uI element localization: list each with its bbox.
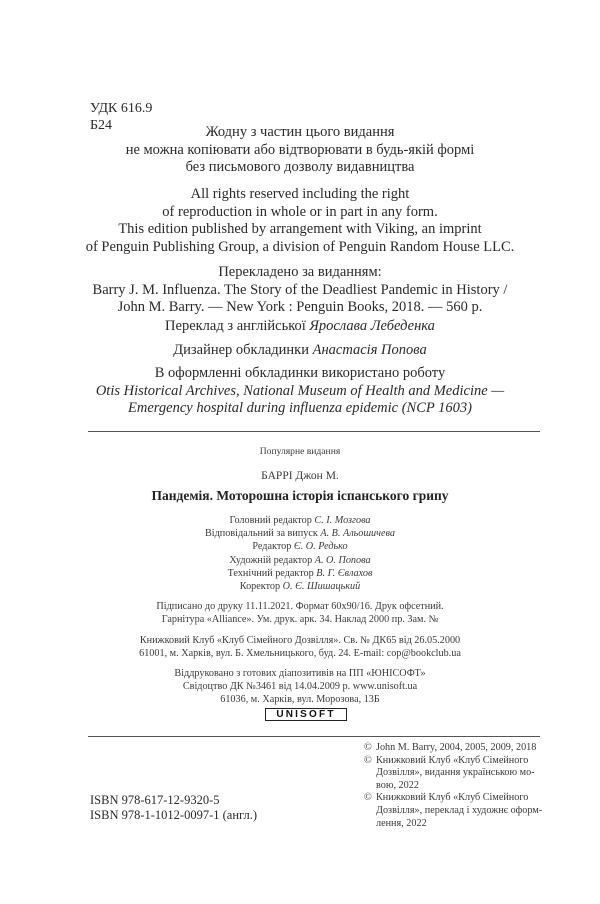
printer-line: Свідоцтво ДК №3461 від 14.04.2009 р. www.unisoft.ua	[182, 681, 418, 693]
editors-list	[0, 514, 600, 593]
editor-line: Головний редактор С. І. Мозгова	[229, 515, 371, 526]
copyright-icon: ©	[364, 792, 372, 804]
print-info-line: Підписано до друку 11.11.2021. Формат 60x90/16. Друк офсетний.	[156, 601, 444, 612]
print-info-line: Гарнітура «Alliance». Ум. друк. арк. 34. Наклад 2000 пр. Зам. №	[161, 614, 439, 626]
udk-code: УДК 616.9	[90, 101, 153, 116]
cover-credit-line: В оформленні обкладинки використано роботу	[154, 365, 446, 381]
isbn-line: ISBN 978-1-1012-0097-1 (англ.)	[90, 808, 258, 822]
unisoft-logo	[265, 708, 347, 721]
author-name: БАРРІ Джон М.	[261, 470, 339, 482]
copyright-icon: ©	[364, 742, 372, 753]
translated-from-line: Barry J. M. Influenza. The Story of the Deadliest Pandemic in History /	[92, 281, 508, 298]
printer-line: 61036, м. Харків, вул. Морозова, 13Б	[220, 694, 380, 706]
printer-line: Віддруковано з готових діапозитивів на ПП «ЮНІСОФТ»	[174, 668, 426, 679]
book-title: Пандемія. Моторошна історія іспанського грипу	[151, 488, 449, 503]
divider-bottom	[88, 736, 540, 737]
copyright-item: © Книжковий Клуб «Клуб Сімейного Дозвілля», видання українською мо- вою, 2022	[364, 754, 535, 791]
editor-line: Художній редактор А. О. Попова	[229, 554, 371, 566]
cover-credit-line: Emergency hospital during influenza epidemic (NCP 1603)	[128, 400, 472, 416]
rights-en-line: of reproduction in whole or in part in any form.	[162, 203, 438, 220]
designer-name: Анастасія Попова	[312, 342, 427, 358]
rights-ua-line: не можна копіювати або відтворювати в будь-якій формі	[125, 141, 475, 158]
rights-en-line: of Penguin Publishing Group, a division of Penguin Random House LLC.	[85, 238, 515, 255]
unisoft-logo-text: UNISOFT	[276, 708, 336, 720]
designer-label: Дизайнер обкладинки	[173, 342, 313, 358]
editor-line: Технічний редактор В. Г. Євлахов	[227, 567, 373, 579]
isbn-block	[90, 793, 257, 823]
udk-index: Б24	[90, 118, 113, 133]
designer-credit	[0, 342, 600, 360]
copyright-item: © John M. Barry, 2004, 2005, 2009, 2018	[364, 742, 537, 753]
editor-line: Редактор Є. О. Редько	[252, 541, 348, 553]
translated-from-line: Перекладено за виданням:	[218, 264, 382, 280]
publisher-line: 61001, м. Харків, вул. Б. Хмельницького, буд. 24. E-mail: cop@bookclub.ua	[139, 648, 461, 660]
isbn-line: ISBN 978-617-12-9320-5	[90, 793, 220, 807]
rights-en-line: All rights reserved including the right	[190, 186, 410, 202]
edition-type: Популярне видання	[259, 446, 341, 457]
translated-from	[0, 264, 600, 317]
editor-line: Відповідальний за випуск А. В. Альошичева	[205, 528, 395, 540]
cover-credit	[0, 365, 600, 418]
copyright-icon: ©	[364, 754, 372, 766]
divider-top	[88, 431, 540, 432]
publisher-info	[0, 634, 600, 660]
translator-name: Ярослава Лебеденка	[309, 318, 435, 334]
rights-en-line: This edition published by arrangement with Viking, an imprint	[118, 221, 482, 237]
publisher-line: Книжковий Клуб «Клуб Сімейного Дозвілля». Св. № ДК65 від 26.05.2000	[139, 635, 461, 646]
rights-notice-ua	[0, 124, 600, 177]
rights-ua-line: Жодну з частин цього видання	[205, 124, 395, 140]
cover-credit-line: Otis Historical Archives, National Museum of Health and Medicine —	[95, 382, 505, 399]
editor-line: Коректор О. Є. Шишацький	[239, 581, 361, 593]
rights-notice-en	[0, 186, 600, 256]
translated-from-line: John M. Barry. — New York : Penguin Books, 2018. — 560 p.	[117, 299, 483, 315]
print-info	[0, 600, 600, 626]
printer-info	[0, 667, 600, 707]
rights-ua-line: без письмового дозволу видавництва	[185, 159, 415, 175]
translator-label: Переклад з англійської	[165, 318, 310, 334]
copyright-block	[364, 742, 544, 830]
copyright-item: © Книжковий Клуб «Клуб Сімейного Дозвілля», переклад і художнє оформ- лення, 2022	[364, 792, 543, 829]
translator-credit	[0, 318, 600, 336]
